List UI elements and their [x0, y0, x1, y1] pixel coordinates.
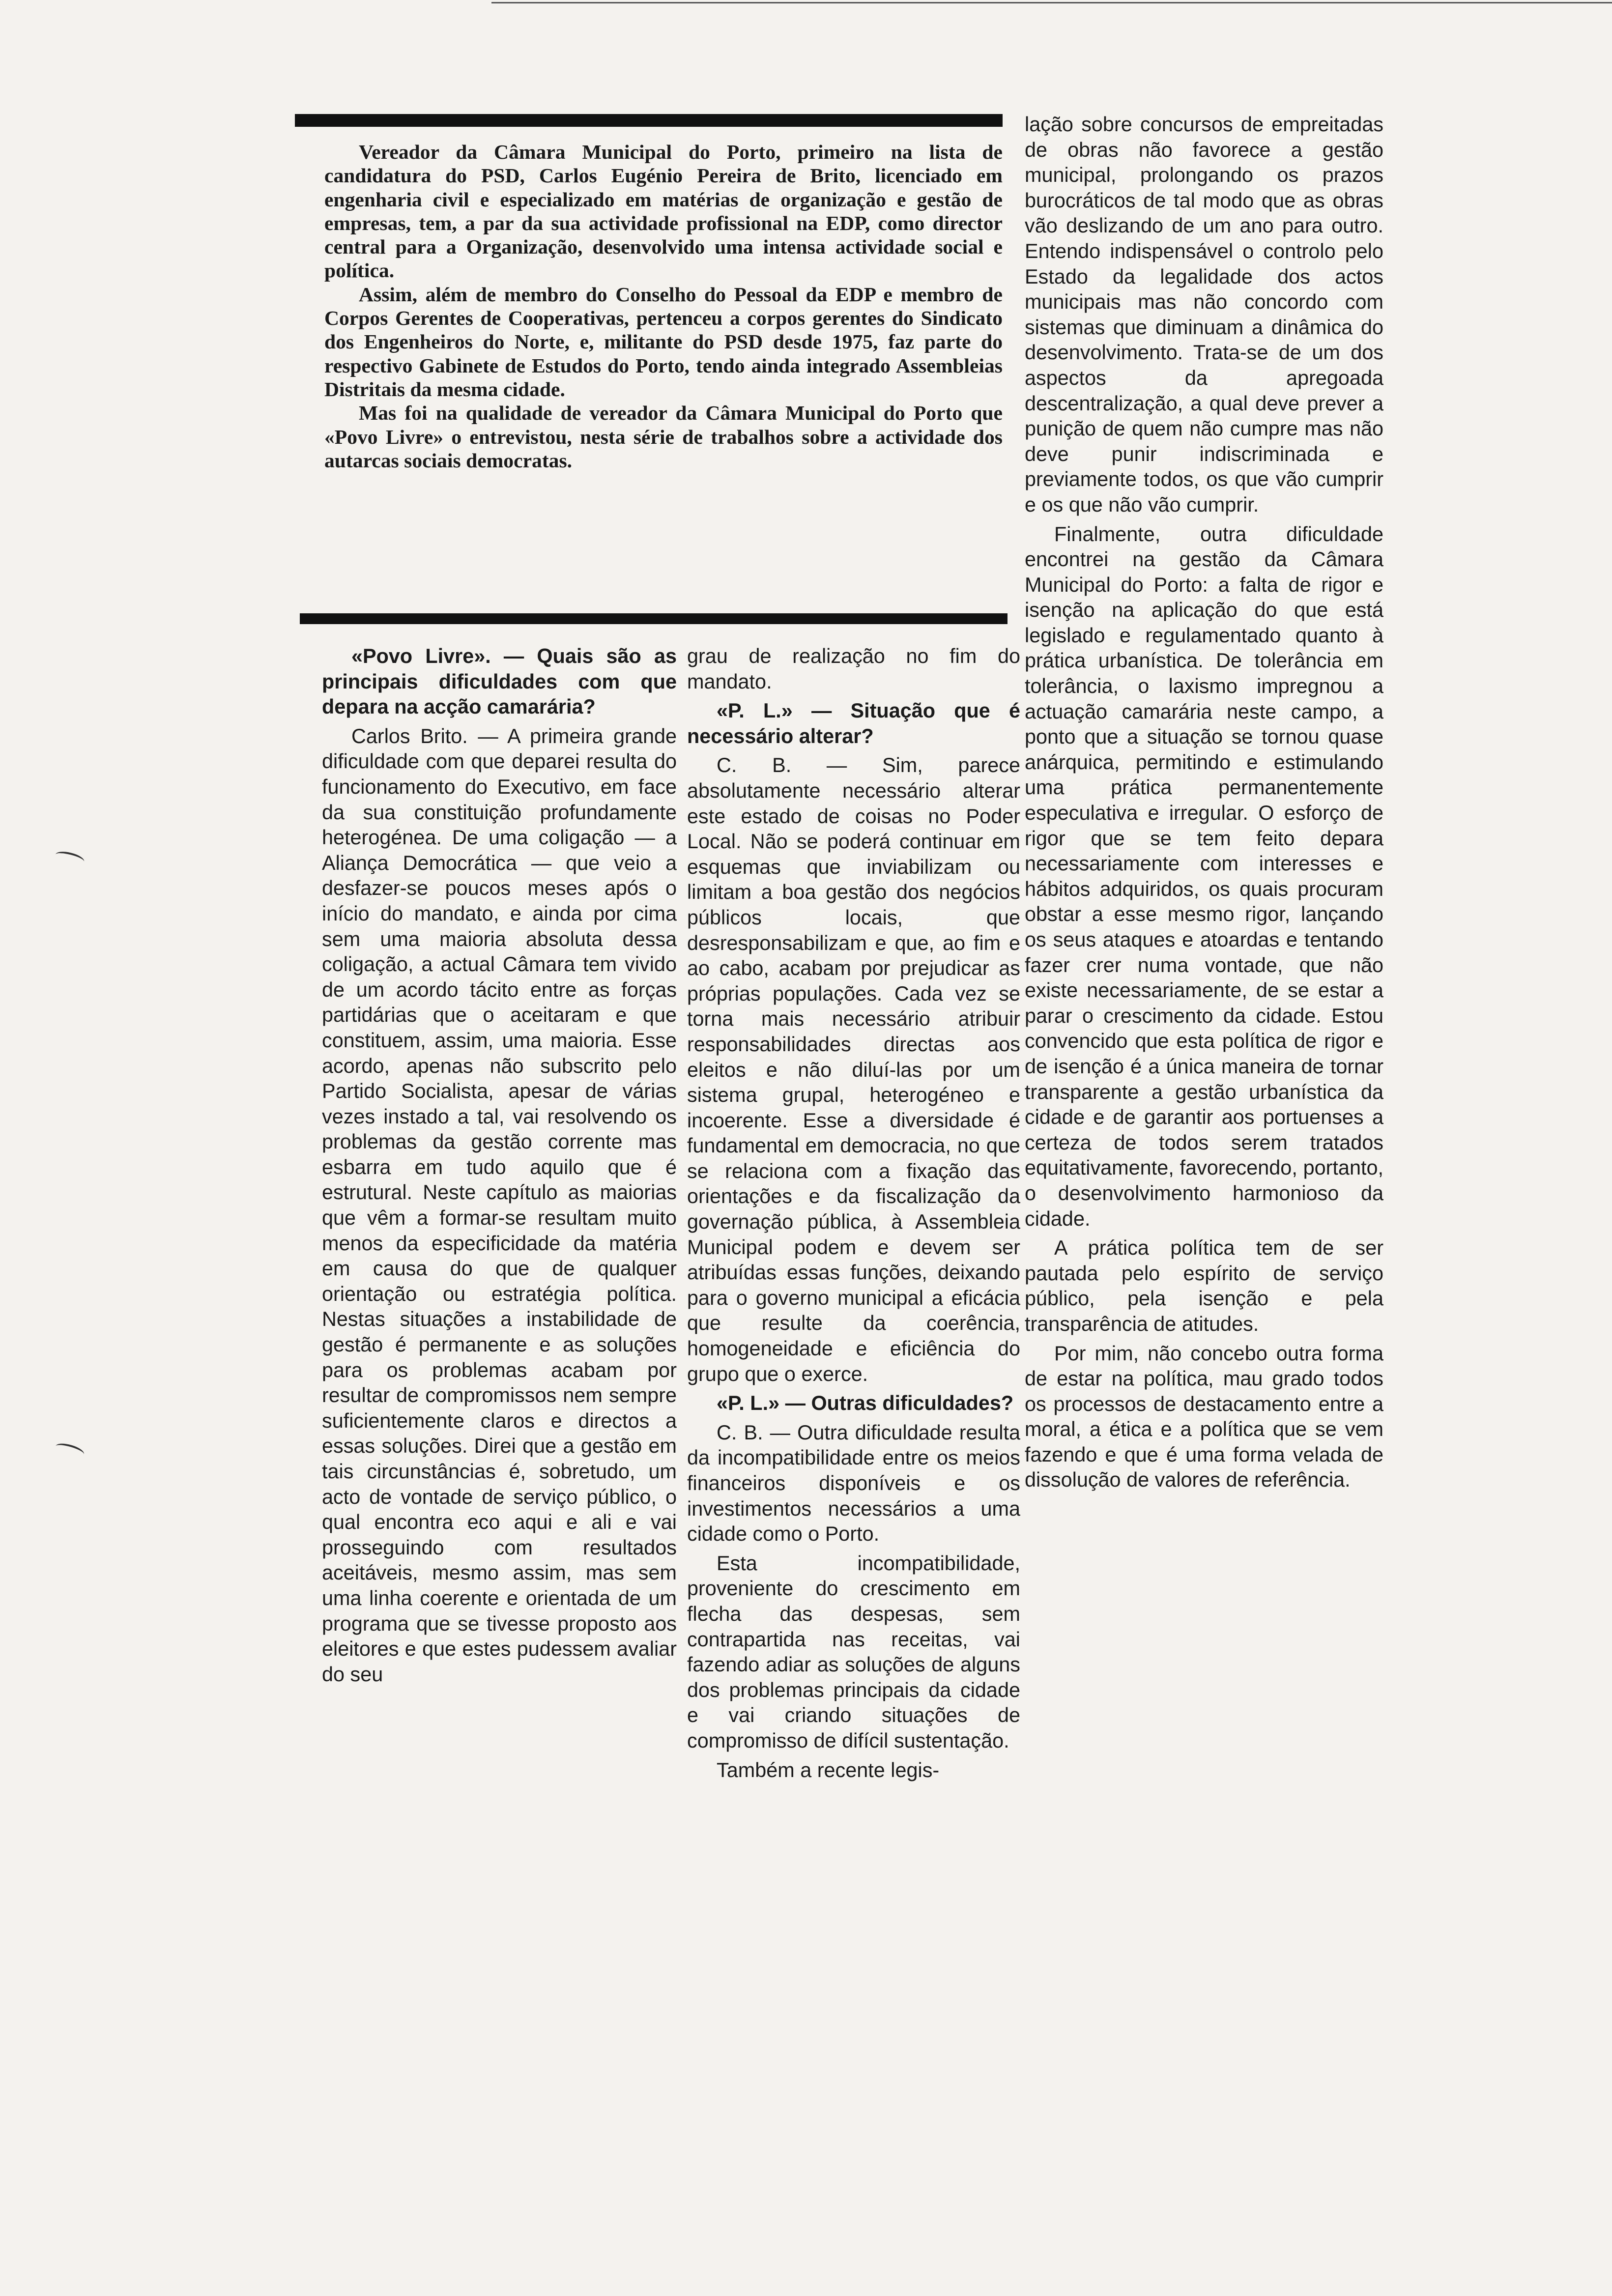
answer-paragraph: A prática política tem de ser pautada pelo espírito de serviço público, pela isenção e pela transparência de atitudes.: [1025, 1236, 1383, 1335]
interview-answer: Carlos Brito. — A primeira grande dificuldade com que deparei resulta do funcionamento do Executivo, em face da sua constituição profundamente heterogénea. De uma coligação — a Aliança Democrática — que veio a desfazer-se poucos meses após o início do mandato, e ainda por cima sem uma maioria absoluta dessa coligação, a actual Câmara tem vivido de um acordo tácito entre as forças partidárias que o aceitaram e que constituem, assim, uma maioria. Esse acordo, apenas não subscrito pelo Partido Socialista, apesar de várias vezes instado a tal, vai resolvendo os problemas da gestão corrente mas esbarra em tudo aquilo que é estrutural. Neste capítulo as maiorias que vêm a formar-se resultam muito menos da especificidade da matéria em causa do que de qualquer orientação ou estratégia política. Nestas situações a instabilidade de gestão é permanente e as soluções para os problemas acabam por resultar de compromissos nem sempre suficientemente claros e directos a essas soluções. Direi que a gestão em tais circunstâncias é, sobretudo, um acto de vontade de serviço público, o qual encontra eco aqui e ali e vai prosseguindo com resultados aceitáveis, mesmo assim, mas sem uma linha coerente e orientada de um programa que se tivesse proposto aos eleitores e que estes pudessem avaliar do seu: [322, 724, 677, 1686]
article-column-1: [322, 644, 677, 1691]
answer-paragraph: Finalmente, outra dificuldade encontrei na gestão da Câmara Municipal do Porto: a falta de rigor e isenção na aplicação do que está legislado e regulamentado quanto à prática urbanística. De tolerância em tolerância, o laxismo impregnou a actuação camarária neste campo, a ponto que a situação se tornou quase anárquica, permitindo e estimulando uma prática permanentemente especulativa e irregular. O esforço de rigor que se tem feito depara necessariamente com interesses e hábitos adquiridos, os quais procuram obstar a esse mesmo rigor, lançando os seus ataques e atoardas e tentando fazer crer numa vontade, que não existe necessariamente, de se estar a parar o crescimento da cidade. Estou convencido que esta política de rigor e de isenção é a única maneira de tornar transparente a gestão urbanística da cidade e de garantir aos portuenses a certeza de todos serem tratados equitativamente, favorecendo, portanto, o desenvolvimento harmonioso da cidade.: [1025, 522, 1383, 1230]
interview-question: «P. L.» — Situação que é necessário alterar?: [687, 699, 1020, 747]
interview-answer: C. B. — Sim, parece absolutamente necessário alterar este estado de coisas no Poder Local. Não se poderá continuar em esquemas que inviabilizam ou limitam a boa gestão dos negócios públicos locais, que desresponsabilizam e que, ao fim e ao cabo, acabam por prejudicar as próprias populações. Cada vez se torna mais necessário atribuir responsabilidades directas aos eleitos e não diluí-las por um sistema grupal, heterogéneo e incoerente. Esse a diversidade é fundamental em democracia, no que se relaciona com a fixação das orientações e da fiscalização da governação pública, à Assembleia Municipal podem e devem ser atribuídas essas funções, deixando para o governo municipal a eficácia que resulte da coerência, homogeneidade e eficiência do grupo que o exerce.: [687, 754, 1020, 1385]
article-column-2: [687, 644, 1020, 1787]
section-rule: [300, 613, 1008, 624]
intro-paragraph: Mas foi na qualidade de vereador da Câmara Municipal do Porto que «Povo Livre» o entrevistou, nesta série de trabalhos sobre a actividade dos autarcas sociais democratas.: [324, 402, 1003, 472]
interview-question: «Povo Livre». — Quais são as principais dificuldades com que depara na acção camarária?: [322, 645, 677, 718]
answer-paragraph: Também a recente legis-: [717, 1758, 940, 1781]
scan-top-edge-line: [491, 2, 1612, 3]
article-column-3: [1025, 112, 1383, 1497]
answer-paragraph: Esta incompatibilidade, proveniente do crescimento em flecha das despesas, sem contrapartida nas receitas, vai fazendo adiar as soluções de alguns dos problemas principais da cidade e vai criando situações de compromisso de difícil sustentação.: [687, 1551, 1020, 1752]
intro-paragraph: Assim, além de membro do Conselho do Pessoal da EDP e membro de Corpos Gerentes de Cooperativas, pertenceu a corpos gerentes do Sindicato dos Engenheiros do Norte, e, militante do PSD desde 1975, faz parte do respectivo Gabinete de Estudos do Porto, tendo ainda integrado Assembleias Distritais da mesma cidade.: [324, 283, 1003, 401]
intro-paragraph: Vereador da Câmara Municipal do Porto, primeiro na lista de candidatura do PSD, Carlos Eugénio Pereira de Brito, licenciado em engenharia civil e especializado em matérias de organização e gestão de empresas, tem, a par da sua actividade profissional na EDP, como director central para a Organização, desenvolvido uma intensa actividade social e política.: [324, 141, 1003, 282]
intro-block: [324, 140, 1003, 472]
answer-continuation: lação sobre concursos de empreitadas de obras não favorece a gestão municipal, prolongando os prazos burocráticos de tal modo que as obras vão deslizando de um ano para outro. Entendo indispensável o controlo pelo Estado da legalidade dos actos municipais mas não concordo com sistemas que diminuam a dinâmica do desenvolvimento. Trata-se de um dos aspectos da apregoada descentralização, a qual deve prever a punição de quem não cumpre mas não deve punir indiscriminada e previamente todos, os que vão cumprir e os que não vão cumprir.: [1025, 113, 1383, 516]
interview-question: «P. L.» — Outras dificuldades?: [717, 1392, 1014, 1415]
binder-hole-mark: [54, 1441, 86, 1460]
interview-answer: C. B. — Outra dificuldade resulta da incompatibilidade entre os meios financeiros disponíveis e os investimentos necessários a uma cidade como o Porto.: [687, 1421, 1020, 1546]
top-rule: [295, 114, 1003, 127]
answer-paragraph: Por mim, não concebo outra forma de estar na política, mau grado todos os processos de destacamento entre a moral, a ética e a política que se vem fazendo e que é uma forma velada de dissolução de valores de referência.: [1025, 1342, 1383, 1492]
answer-continuation: grau de realização no fim do mandato.: [687, 645, 1020, 693]
binder-hole-mark: [54, 849, 86, 867]
